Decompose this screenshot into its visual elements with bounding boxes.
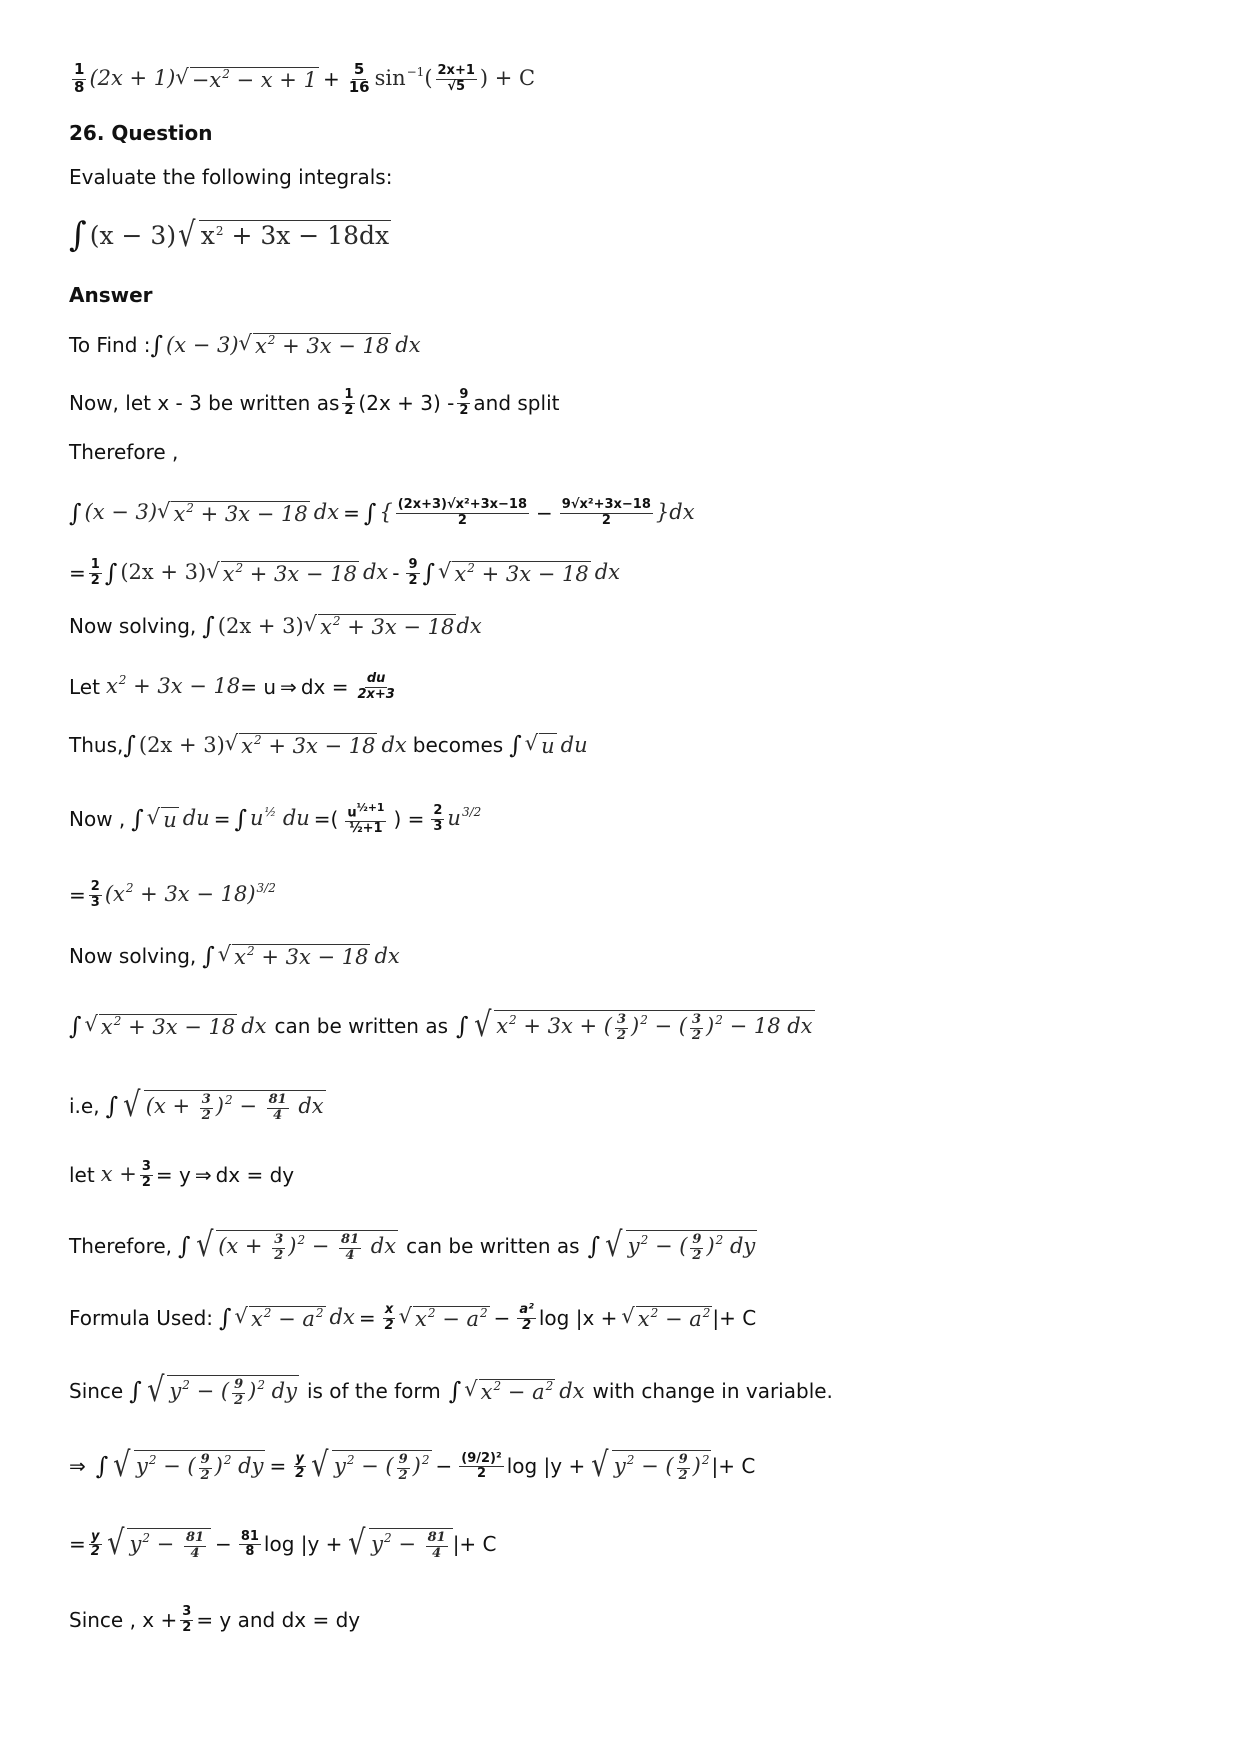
since-back-substitute-line: Since , x + $\frac{3}{2}$ = y and dx = dy xyxy=(69,1604,361,1635)
integral-sign: ∫ xyxy=(69,215,87,255)
fraction: $\frac{u^{\frac{1}{2}+1}}{\text{½+1}}$ xyxy=(347,801,385,836)
fraction: $\frac{9}{2}$ xyxy=(459,387,469,418)
therefore-line: Therefore , xyxy=(69,440,179,464)
question-integral: ∫ (x − 3) √ $x^2 + 3x - 18dx$ xyxy=(69,214,390,255)
simplified-result-line: = $\frac{y}{2}$ √ $y^2$ − $\frac{81}{4}$ − $\frac{81}{8}$ log |y + √ $y^2$ − $\frac{81}{4}$ |+ C xyxy=(69,1523,497,1563)
math-expression: $\sin^{-1}$( xyxy=(374,65,433,91)
thus-line: Thus, ∫ (2x + 3) √ $x^2 + 3x - 18$ dx becomes ∫ √ u du xyxy=(69,731,588,759)
fraction: $\frac{\text{(2x+3)√x²+3x−18}}{2}$ xyxy=(397,497,528,528)
split-equation: ∫ (x − 3) √ $x^2 + 3x - 18$ dx = ∫ { $\frac{\text{(2x+3)√x²+3x−18}}{2}$ − $\frac{\text{9√x²+3x−18}}{2}$ }dx xyxy=(69,497,695,528)
fraction: $\frac{5}{16}$ xyxy=(348,60,370,96)
integrate-u-line: Now , ∫ √ u du = ∫ $u^{\frac{1}{2}}$ du =( $\frac{u^{\frac{1}{2}+1}}{\text{½+1}}$ ) = $\frac{2}{3}$ $u^{3/2}$ xyxy=(69,801,482,836)
let-y-line: let x + $\frac{3}{2}$ = y ⇒ dx = dy xyxy=(69,1159,295,1190)
ie-line: i.e, ∫ √ (x + $\frac{3}{2}$ )$^2$ − $\frac{81}{4}$ dx xyxy=(69,1085,324,1125)
rewrite-line: Now, let x - 3 be written as $\frac{1}{2}$ (2x + 3) - $\frac{9}{2}$ and split xyxy=(69,387,560,418)
therefore-y-line: Therefore, ∫ √ (x + $\frac{3}{2}$ )$^2$ − $\frac{81}{4}$ dx can be written as ∫ √ $y^2$ − ( $\frac{9}{2}$ )$^2$ dy xyxy=(69,1225,756,1265)
u-result-line: = $\frac{2}{3}$ $(x^2 + 3x - 18)^{3/2}$ xyxy=(69,879,276,910)
fraction: $\frac{2x+1}{√5}$ xyxy=(437,63,475,94)
fraction: $\frac{\text{9√x²+3x−18}}{2}$ xyxy=(561,497,651,528)
answer-label: Answer xyxy=(69,283,153,307)
question-number: 26. Question xyxy=(69,121,213,145)
to-find-label: To Find : xyxy=(69,333,151,357)
question-instruction: Evaluate the following integrals: xyxy=(69,165,393,189)
formula-used-line: Formula Used: ∫ √ $x^2 - a^2$ dx = $\frac{x}{2}$ √ $x^2 - a^2$ − $\frac{\text{a²}}{2}$ log |x + √ $x^2 - a^2$ |+ C xyxy=(69,1302,757,1333)
substitution-line: Let $x^2 + 3x - 18$ = u ⇒ dx = $\frac{du}{2x+3}$ xyxy=(69,671,395,702)
sqrt-expression: √ $-x^2 - x + 1$ xyxy=(175,64,317,92)
complete-square-line: ∫ √ $x^2 + 3x - 18$ dx can be written as ∫ √ $x^2 + 3x$ + ( $\frac{3}{2}$ )$^2$ − ( $\frac{3}{2}$ )$^2$ − 18 dx xyxy=(69,1005,813,1045)
apply-formula-line: ⇒ ∫ √ $y^2$ − ( $\frac{9}{2}$ )$^2$ dy = $\frac{y}{2}$ √ $y^2$ − ( $\frac{9}{2}$ )$^2$ − $\frac{\text{(9/2)²}}{2}$ log |y + √ $y^2$ − ( $\frac{9}{2}$ )$^2$ |+ C xyxy=(69,1445,756,1485)
fraction: $\frac{1}{8}$ xyxy=(74,60,85,96)
math-expression: (2x + 1) xyxy=(89,66,176,91)
now-solving-line-1: Now solving, ∫ (2x + 3) √ $x^2 + 3x - 18$ dx xyxy=(69,612,482,640)
to-find-line: To Find : ∫ (x − 3) √ $x^2 + 3x - 18$ dx xyxy=(69,331,421,359)
fraction: $\frac{du}{2x+3}$ xyxy=(357,671,395,702)
now-solving-line-2: Now solving, ∫ √ $x^2 + 3x - 18$ dx xyxy=(69,942,400,970)
split-result: = $\frac{1}{2}$ ∫ (2x + 3) √ $x^2 + 3x - 18$ dx - $\frac{9}{2}$ ∫ √ $x^2 + 3x - 18$ dx xyxy=(69,557,621,588)
fraction: $\frac{1}{2}$ xyxy=(344,387,354,418)
since-form-line: Since ∫ √ $y^2$ − ( $\frac{9}{2}$ )$^2$ dy is of the form ∫ √ $x^2 - a^2$ dx with change in variable. xyxy=(69,1370,833,1410)
previous-result-line: $\frac{1}{8}$ (2x + 1) √ $-x^2 - x + 1$ + $\frac{5}{16}$ $\sin^{-1}$( $\frac{2x+1}{√5}$ ) + C xyxy=(74,60,536,96)
